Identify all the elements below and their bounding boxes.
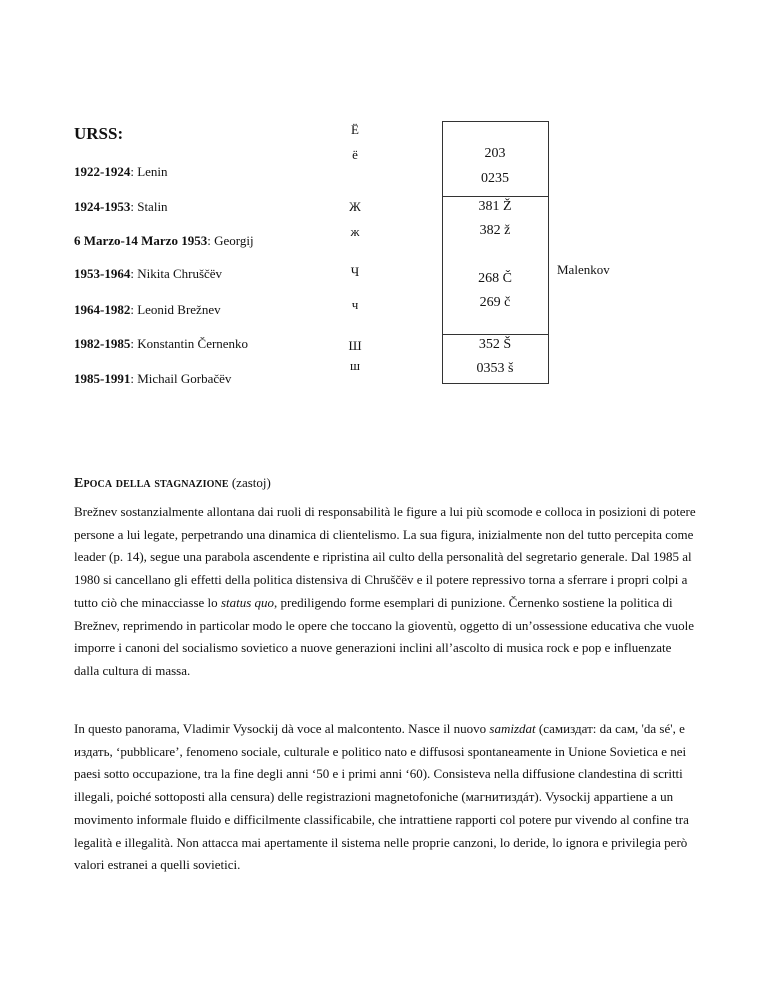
char-code: 382 ž xyxy=(479,223,511,238)
malenkov-label: Malenkov xyxy=(557,262,610,277)
paragraph-text: , prediligendo forme esemplari di punizione. Černenko sostiene la politica di Brežnev, reprimendo in particolar modo le opere che toccano la gioventù, oggetto di un’ossessione educativa che vuole imporre i canoni del socialismo sovietico a nuove generazioni inclini all’ascolto di musica rock e pop e influenzate dalla cultura di massa. xyxy=(74,594,695,678)
ruler-years: 1922-1924 xyxy=(74,164,131,179)
cyrillic-letter: ж xyxy=(350,224,360,239)
paragraph-text: Brežnev sostanzialmente allontana dai ruoli di responsabilità le figure a lui più scomode e colloca in posizioni di potere persone a lui legate, perpetrando una dinamica di clientelismo. La sua figura, inizialmente non del tutto percepita come leader (p. 14), segue una parabola ascendente e ripristina ail culto della personalità del segretario generale. Dal 1985 al 1980 si cancellano gli effetti della politica distensiva di Chruščëv e il potere repressivo torna a sferrare i propri colpi a tutto ciò che minacciasse lo xyxy=(74,504,696,610)
ruler-entry: 1985-1991: Michail Gorbačëv xyxy=(74,371,232,386)
cyrillic-letter: Ж xyxy=(349,199,361,214)
paragraph-text: (самиздат: da сам, 'da sé', e издать, ‘pubblicare’, fenomeno sociale, culturale e politico nato e diffusosi spontaneamente in Unione Sovietica e nei paesi sotto occupazione, tra la fine degli anni ‘50 e i primi anni ‘60). Consisteva nella diffusione clandestina di scritti illegali, poiché sottoposti alla censura) delle registrazioni magnetofoniche (магнитиздáт). Vysockij appartiene a un movimento informale fluido e difficilmente classificabile, che intrattiene rapporti col potere pur vivendo al confine tra legalità e illegalità. Non attacca mai apertamente il sistema nelle proprie canzoni, lo deride, lo ignora e privilegia però valori estranei a quelli sovietici. xyxy=(74,721,689,873)
cyrillic-letter: Ч xyxy=(350,264,360,279)
ruler-years: 1982-1985 xyxy=(74,336,131,351)
ruler-entry: 1953-1964: Nikita Chruščëv xyxy=(74,266,223,281)
section-subtitle: (zastoj) xyxy=(228,475,271,490)
table-divider xyxy=(442,334,548,335)
section-heading xyxy=(74,475,271,492)
cyrillic-letter: ш xyxy=(349,358,360,373)
ruler-name: Konstantin Černenko xyxy=(137,336,249,351)
char-code: 203 xyxy=(484,146,506,161)
ruler-entry: 6 Marzo-14 Marzo 1953: Georgij xyxy=(74,233,254,248)
ruler-name: Stalin xyxy=(137,199,168,214)
ruler-name: Lenin xyxy=(137,164,168,179)
page-heading: URSS: xyxy=(74,124,124,143)
ruler-entry: 1924-1953: Stalin xyxy=(74,199,168,214)
ruler-name: Michail Gorbačëv xyxy=(137,371,232,386)
table-divider xyxy=(442,121,443,382)
cyrillic-letter: ё xyxy=(352,147,358,162)
char-code: 269 č xyxy=(479,295,511,310)
char-code: 0235 xyxy=(481,171,509,186)
ruler-years: 6 Marzo-14 Marzo 1953 xyxy=(74,233,208,248)
ruler-years: 1985-1991 xyxy=(74,371,131,386)
cyrillic-letter: Ё xyxy=(351,122,359,137)
char-code: 268 Č xyxy=(478,271,512,286)
ruler-name: Nikita Chruščëv xyxy=(137,266,223,281)
table-divider xyxy=(442,196,548,197)
cyrillic-letter: Ш xyxy=(348,338,362,353)
body-paragraph xyxy=(74,718,696,877)
cyrillic-letter: ч xyxy=(351,297,359,312)
ruler-entry: 1964-1982: Leonid Brežnev xyxy=(74,302,221,317)
italic-term: status quo xyxy=(220,594,275,610)
ruler-name: Leonid Brežnev xyxy=(137,302,221,317)
char-code: 352 Š xyxy=(478,337,512,352)
ruler-entry: 1922-1924: Lenin xyxy=(74,164,168,179)
italic-term: samizdat xyxy=(489,721,536,736)
paragraph-text: In questo panorama, Vladimir Vysockij dà voce al malcontento. Nasce il nuovo xyxy=(74,721,490,736)
ruler-entry: 1982-1985: Konstantin Černenko xyxy=(74,336,249,351)
char-code: 381 Ž xyxy=(478,199,512,214)
ruler-years: 1964-1982 xyxy=(74,302,131,317)
ruler-years: 1953-1964 xyxy=(74,266,131,281)
ruler-name: Georgij xyxy=(214,233,254,248)
section-title: Epoca della stagnazione xyxy=(74,476,229,491)
body-paragraph xyxy=(74,501,696,683)
char-code: 0353 š xyxy=(476,361,514,376)
ruler-years: 1924-1953 xyxy=(74,199,131,214)
